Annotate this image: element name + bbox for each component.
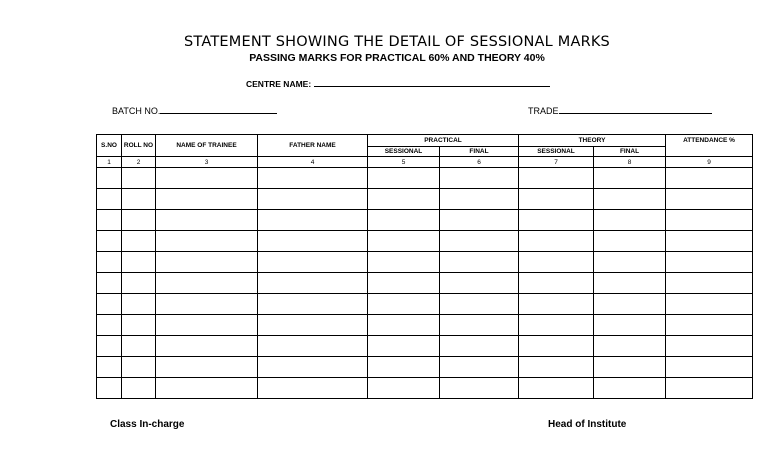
document-title: STATEMENT SHOWING THE DETAIL OF SESSIONAL MARKS	[184, 34, 610, 50]
header-practical-final: FINAL	[440, 147, 519, 157]
blank-entry-rows	[97, 168, 753, 399]
table-cell	[97, 231, 122, 252]
table-cell	[258, 294, 368, 315]
header-roll-no: ROLL NO	[122, 135, 156, 157]
table-cell	[440, 336, 519, 357]
table-cell	[97, 168, 122, 189]
table-cell	[97, 189, 122, 210]
table-cell	[97, 294, 122, 315]
trade-field	[528, 105, 712, 116]
table-cell	[519, 336, 594, 357]
table-cell	[258, 357, 368, 378]
table-cell	[122, 210, 156, 231]
table-cell	[156, 210, 258, 231]
table-cell	[97, 252, 122, 273]
table-cell	[258, 189, 368, 210]
table-row	[97, 168, 753, 189]
table-cell	[368, 252, 440, 273]
column-number: 3	[156, 157, 258, 168]
table-cell	[97, 273, 122, 294]
head-of-institute-signature: Head of Institute	[548, 419, 627, 430]
table-cell	[156, 231, 258, 252]
table-cell	[122, 189, 156, 210]
table-row	[97, 273, 753, 294]
header-theory: THEORY	[519, 135, 666, 147]
table-cell	[156, 294, 258, 315]
table-cell	[594, 315, 666, 336]
table-cell	[258, 210, 368, 231]
table-cell	[368, 357, 440, 378]
table-cell	[594, 378, 666, 399]
table-cell	[594, 210, 666, 231]
table-cell	[258, 315, 368, 336]
table-cell	[519, 294, 594, 315]
header-name-of-trainee: NAME OF TRAINEE	[156, 135, 258, 157]
table-cell	[156, 336, 258, 357]
table-cell	[122, 273, 156, 294]
table-cell	[122, 357, 156, 378]
header-attendance: ATTENDANCE %	[666, 135, 753, 157]
header-practical-sessional: SESSIONAL	[368, 147, 440, 157]
table-cell	[122, 378, 156, 399]
table-cell	[97, 336, 122, 357]
table-cell	[368, 210, 440, 231]
sessional-marks-table	[96, 134, 753, 399]
table-cell	[666, 168, 753, 189]
table-cell	[258, 231, 368, 252]
table-cell	[440, 252, 519, 273]
table-cell	[368, 273, 440, 294]
table-cell	[156, 252, 258, 273]
header-theory-final: FINAL	[594, 147, 666, 157]
table-cell	[594, 294, 666, 315]
table-cell	[258, 378, 368, 399]
column-number: 9	[666, 157, 753, 168]
table-row	[97, 357, 753, 378]
column-number: 6	[440, 157, 519, 168]
table-cell	[440, 294, 519, 315]
table-cell	[122, 336, 156, 357]
table-cell	[258, 168, 368, 189]
table-cell	[519, 252, 594, 273]
column-number: 5	[368, 157, 440, 168]
table-cell	[440, 315, 519, 336]
table-cell	[666, 357, 753, 378]
trade-blank-line	[559, 105, 712, 114]
table-cell	[519, 357, 594, 378]
table-cell	[122, 315, 156, 336]
table-cell	[97, 357, 122, 378]
table-cell	[122, 294, 156, 315]
table-cell	[519, 210, 594, 231]
table-cell	[594, 189, 666, 210]
table-row	[97, 315, 753, 336]
table-row	[97, 378, 753, 399]
table-cell	[519, 189, 594, 210]
table-cell	[440, 357, 519, 378]
table-cell	[368, 168, 440, 189]
table-cell	[666, 315, 753, 336]
table-cell	[368, 231, 440, 252]
table-cell	[440, 168, 519, 189]
table-row	[97, 252, 753, 273]
table-cell	[440, 231, 519, 252]
table-cell	[666, 336, 753, 357]
table-cell	[666, 231, 753, 252]
table-cell	[156, 189, 258, 210]
table-cell	[666, 378, 753, 399]
table-row	[97, 189, 753, 210]
table-cell	[368, 189, 440, 210]
table-row	[97, 210, 753, 231]
table-cell	[122, 252, 156, 273]
column-number-row	[97, 157, 753, 168]
table-cell	[519, 315, 594, 336]
table-cell	[594, 273, 666, 294]
document-subtitle: PASSING MARKS FOR PRACTICAL 60% AND THEORY 40%	[249, 52, 545, 64]
column-number: 4	[258, 157, 368, 168]
table-cell	[594, 231, 666, 252]
column-number: 1	[97, 157, 122, 168]
column-number: 7	[519, 157, 594, 168]
table-cell	[368, 315, 440, 336]
table-row	[97, 231, 753, 252]
column-number: 8	[594, 157, 666, 168]
centre-name-blank-line	[314, 78, 550, 87]
column-number: 2	[122, 157, 156, 168]
table-cell	[440, 273, 519, 294]
batch-no-blank-line	[160, 105, 277, 114]
table-cell	[97, 315, 122, 336]
batch-no-label: BATCH NO.	[112, 106, 161, 116]
table-cell	[156, 357, 258, 378]
table-cell	[519, 231, 594, 252]
table-cell	[156, 378, 258, 399]
table-cell	[594, 252, 666, 273]
table-cell	[156, 315, 258, 336]
table-cell	[666, 252, 753, 273]
table-cell	[440, 189, 519, 210]
table-cell	[97, 378, 122, 399]
header-theory-sessional: SESSIONAL	[519, 147, 594, 157]
table-cell	[519, 273, 594, 294]
table-cell	[666, 189, 753, 210]
table-cell	[122, 231, 156, 252]
table-cell	[519, 378, 594, 399]
table-cell	[122, 168, 156, 189]
trade-label: TRADE	[528, 106, 559, 116]
table-cell	[97, 210, 122, 231]
table-row	[97, 294, 753, 315]
table-cell	[258, 252, 368, 273]
table-cell	[368, 378, 440, 399]
table-cell	[666, 273, 753, 294]
table-cell	[594, 336, 666, 357]
table-cell	[258, 336, 368, 357]
table-cell	[666, 210, 753, 231]
header-father-name: FATHER NAME	[258, 135, 368, 157]
table-cell	[594, 357, 666, 378]
table-row	[97, 336, 753, 357]
batch-no-field	[112, 105, 277, 116]
table-cell	[156, 168, 258, 189]
table-cell	[156, 273, 258, 294]
table-cell	[594, 168, 666, 189]
centre-name-field	[246, 78, 550, 89]
table-cell	[440, 210, 519, 231]
table-cell	[258, 273, 368, 294]
header-sno: S.NO	[97, 135, 122, 157]
class-in-charge-signature: Class In-charge	[110, 419, 185, 430]
table-cell	[440, 378, 519, 399]
table-cell	[368, 336, 440, 357]
table-cell	[368, 294, 440, 315]
centre-name-label: CENTRE NAME:	[246, 79, 312, 89]
table-cell	[666, 294, 753, 315]
table-cell	[519, 168, 594, 189]
header-practical: PRACTICAL	[368, 135, 519, 147]
